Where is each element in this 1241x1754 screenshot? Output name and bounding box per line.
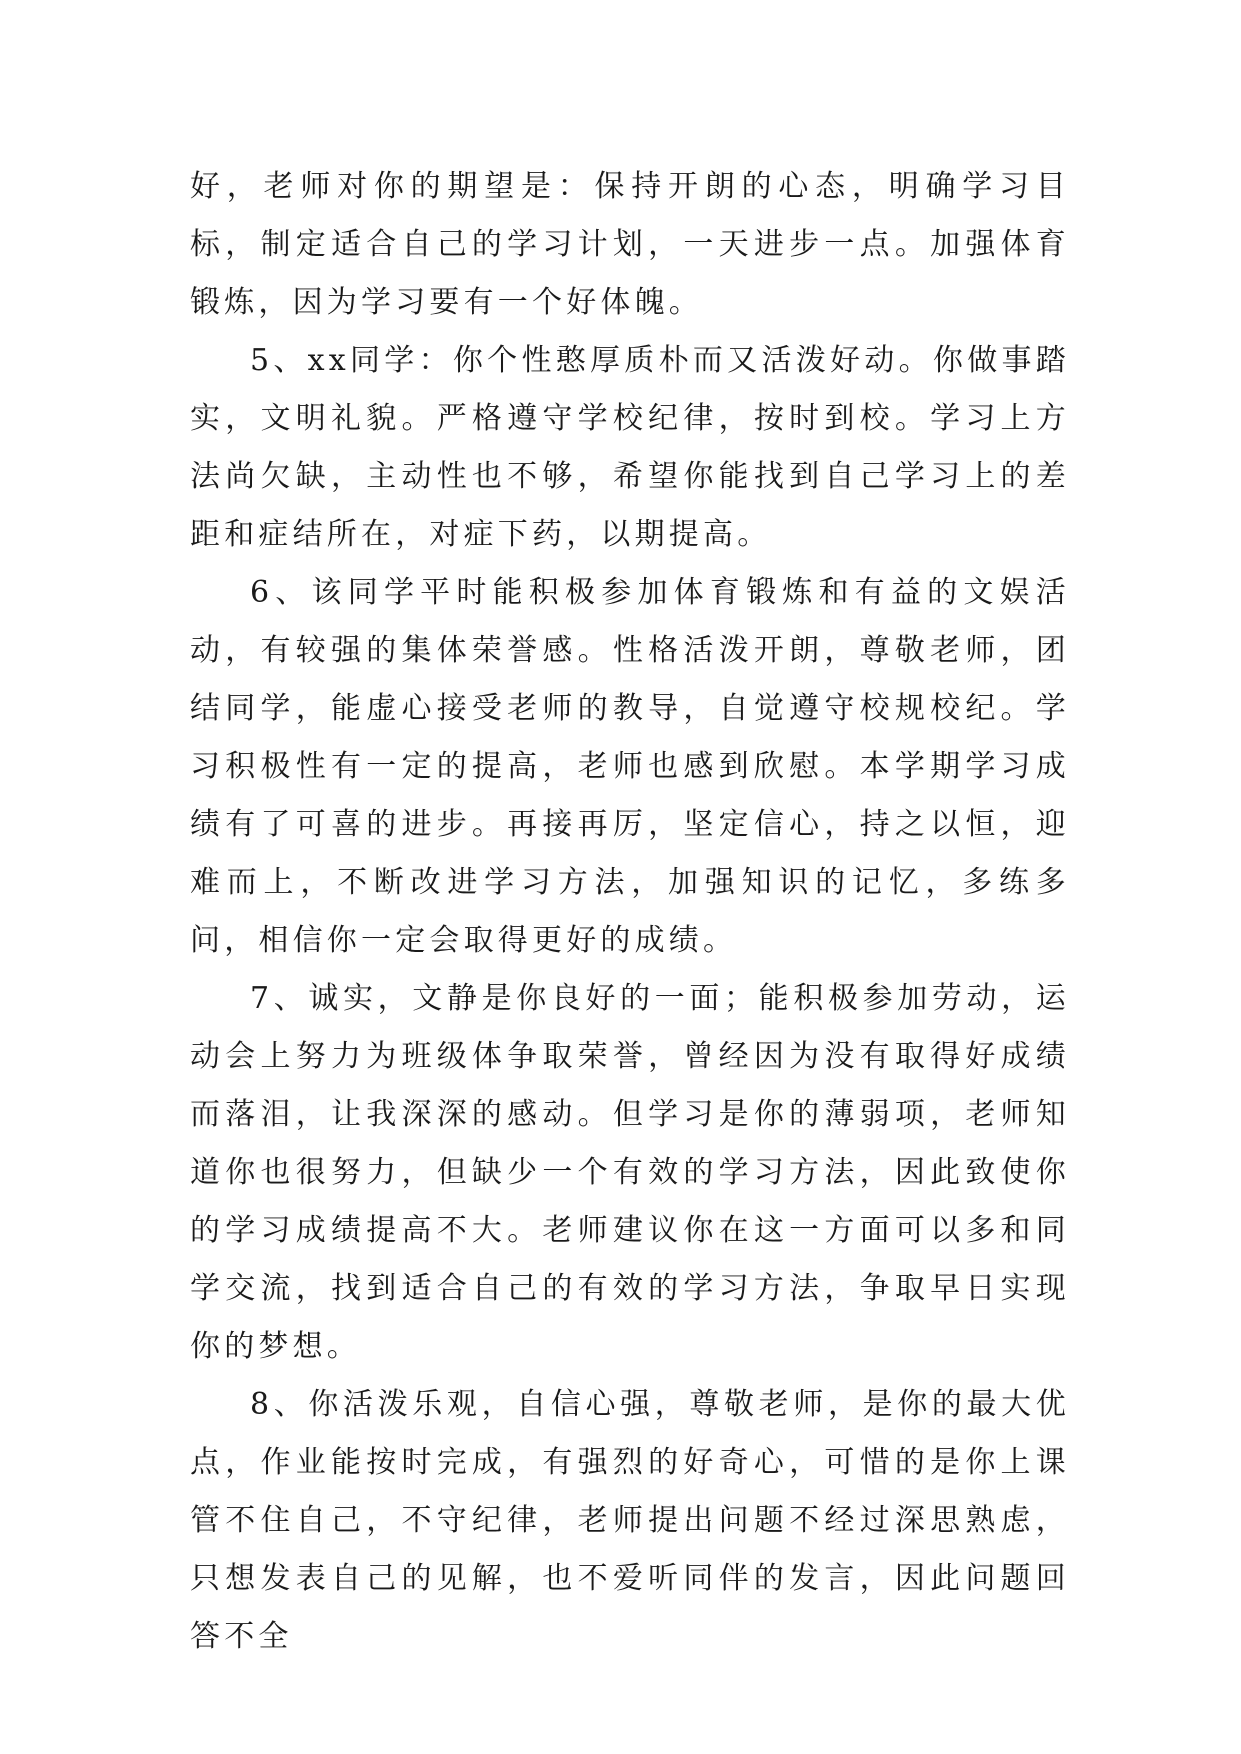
paragraph-comment-8: 8、你活泼乐观，自信心强，尊敬老师，是你的最大优点，作业能按时完成，有强烈的好奇心，可惜的是你上课管不住自己，不守纪律，老师提出问题不经过深思熟虑，只想发表自己的见解，也不爱听同伴的发言，因此问题回答不全 <box>190 1387 1070 1654</box>
paragraph-continuation: 好，老师对你的期望是：保持开朗的心态，明确学习目标，制定适合自己的学习计划，一天进步一点。加强体育锻炼，因为学习要有一个好体魄。 <box>190 169 1070 320</box>
paragraph-comment-6: 6、该同学平时能积极参加体育锻炼和有益的文娱活动，有较强的集体荣誉感。性格活泼开朗，尊敬老师，团结同学，能虚心接受老师的教导，自觉遵守校规校纪。学习积极性有一定的提高，老师也感到欣慰。本学期学习成绩有了可喜的进步。再接再厉，坚定信心，持之以恒，迎难而上，不断改进学习方法，加强知识的记忆，多练多问，相信你一定会取得更好的成绩。 <box>190 575 1070 958</box>
document-body <box>190 158 1070 1666</box>
paragraph-comment-5: 5、xx同学：你个性憨厚质朴而又活泼好动。你做事踏实，文明礼貌。严格遵守学校纪律，按时到校。学习上方法尚欠缺，主动性也不够，希望你能找到自己学习上的差距和症结所在，对症下药，以期提高。 <box>190 343 1070 552</box>
paragraph-comment-7: 7、诚实，文静是你良好的一面；能积极参加劳动，运动会上努力为班级体争取荣誉，曾经因为没有取得好成绩而落泪，让我深深的感动。但学习是你的薄弱项，老师知道你也很努力，但缺少一个有效的学习方法，因此致使你的学习成绩提高不大。老师建议你在这一方面可以多和同学交流，找到适合自己的有效的学习方法，争取早日实现你的梦想。 <box>190 981 1070 1364</box>
